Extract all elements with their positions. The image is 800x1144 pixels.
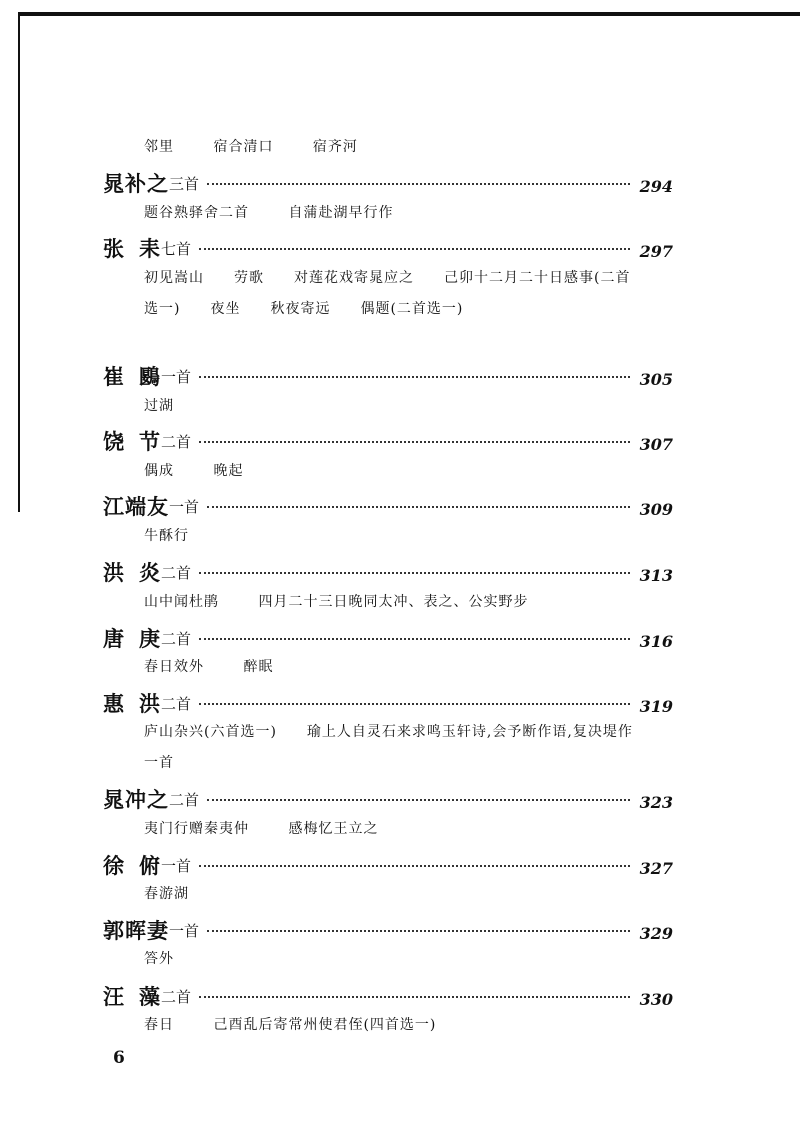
poem-title: 山中闻杜鹃 <box>144 594 219 610</box>
toc-entry <box>103 686 673 720</box>
page-ref: 305 <box>639 369 673 389</box>
author-name: 饶 节 <box>103 429 161 454</box>
poem-list <box>144 198 644 229</box>
page-ref: 319 <box>639 696 673 716</box>
poem-list: 庐山杂兴(六首选一) 瑜上人自灵石来求鸣玉轩诗,会予断作语,复决堤作一首 <box>144 724 633 771</box>
page-ref: 307 <box>639 434 673 454</box>
poem-title: 自蒲赴湖早行作 <box>288 205 394 221</box>
poem-count: 一首 <box>169 497 200 516</box>
dot-leader <box>199 863 630 867</box>
poem-list <box>144 587 644 618</box>
poem-title: 邻里 <box>144 139 174 155</box>
poem-count: 二首 <box>161 432 192 451</box>
toc-entry <box>103 913 673 947</box>
poem-title: 感梅忆王立之 <box>288 821 379 837</box>
author-name: 江端友 <box>103 494 169 519</box>
poem-list <box>144 814 644 845</box>
poem-list <box>144 879 644 910</box>
toc-entry <box>103 359 673 393</box>
poem-title: 春日 <box>144 1017 174 1033</box>
poem-title: 过湖 <box>144 398 174 414</box>
poem-count: 二首 <box>169 790 200 809</box>
poem-title: 宿合清口 <box>213 139 274 155</box>
poem-count: 七首 <box>161 239 192 258</box>
poem-title: 醉眠 <box>243 659 274 675</box>
dot-leader <box>199 570 630 574</box>
poem-title: 春游湖 <box>144 886 189 902</box>
dot-leader <box>199 374 630 378</box>
poem-count: 二首 <box>161 694 192 713</box>
poem-title: 题谷熟驿舍二首 <box>144 205 249 221</box>
page-ref: 297 <box>639 241 673 261</box>
dot-leader <box>199 439 630 443</box>
poem-title: 牛酥行 <box>144 528 189 544</box>
poem-list <box>144 1010 644 1041</box>
author-name: 晁冲之 <box>103 787 169 812</box>
poem-title: 答外 <box>144 951 174 967</box>
poem-list <box>144 652 644 683</box>
author-name: 汪 藻 <box>103 984 161 1009</box>
poem-title: 春日效外 <box>144 659 204 675</box>
toc-entry <box>103 555 673 589</box>
author-name: 唐 庚 <box>103 626 161 651</box>
toc-entry <box>103 782 673 816</box>
poem-list: 初见嵩山 劳歌 对莲花戏寄晁应之 己卯十二月二十日感事(二首选一) 夜坐 秋夜寄远 偶题(二首选一) <box>144 270 631 317</box>
page-ref: 309 <box>639 499 673 519</box>
poem-list <box>144 944 644 975</box>
toc-entry <box>103 424 673 458</box>
page-ref: 323 <box>639 792 673 812</box>
toc-entry <box>103 979 673 1013</box>
author-name: 惠 洪 <box>103 691 161 716</box>
dot-leader <box>207 504 630 508</box>
dot-leader <box>199 636 630 640</box>
poem-count: 一首 <box>161 856 192 875</box>
page-ref: 329 <box>639 923 673 943</box>
poem-title: 己酉乱后寄常州使君侄(四首选一) <box>213 1017 437 1033</box>
page-ref: 313 <box>639 565 673 585</box>
poem-list <box>144 391 644 422</box>
poem-list <box>144 521 644 552</box>
poem-list <box>144 456 644 487</box>
author-name: 晁补之 <box>103 171 169 196</box>
page-ref: 316 <box>639 631 673 651</box>
poem-count: 一首 <box>169 921 200 940</box>
author-name: 洪 炎 <box>103 560 161 585</box>
poem-count: 一首 <box>161 367 192 386</box>
author-name: 张 耒 <box>103 236 161 261</box>
page-ref: 330 <box>639 989 673 1009</box>
dot-leader <box>207 928 630 932</box>
author-name: 崔 鶠 <box>103 364 161 389</box>
page-ref: 294 <box>639 176 673 196</box>
poem-title: 晚起 <box>213 463 244 479</box>
dot-leader <box>199 246 630 250</box>
toc-entry <box>103 848 673 882</box>
page-number: 6 <box>113 1048 125 1068</box>
dot-leader <box>199 701 630 705</box>
poem-title: 宿齐河 <box>312 139 358 155</box>
poem-title: 夷门行赠秦夷仲 <box>144 821 249 837</box>
page-ref: 327 <box>639 858 673 878</box>
poem-list <box>144 132 644 163</box>
poem-count: 三首 <box>169 174 200 193</box>
poem-title: 偶成 <box>144 463 174 479</box>
author-name: 郭晖妻 <box>103 918 169 943</box>
toc-entry <box>103 166 673 200</box>
toc-entry <box>103 621 673 655</box>
poem-count: 二首 <box>161 987 192 1006</box>
author-name: 徐 俯 <box>103 853 161 878</box>
dot-leader <box>207 181 630 185</box>
poem-count: 二首 <box>161 629 192 648</box>
poem-count: 二首 <box>161 563 192 582</box>
toc-entry <box>103 231 673 265</box>
poem-title: 四月二十三日晚同太冲、表之、公实野步 <box>258 594 529 610</box>
toc-entry <box>103 489 673 523</box>
dot-leader <box>207 797 630 801</box>
dot-leader <box>199 994 630 998</box>
